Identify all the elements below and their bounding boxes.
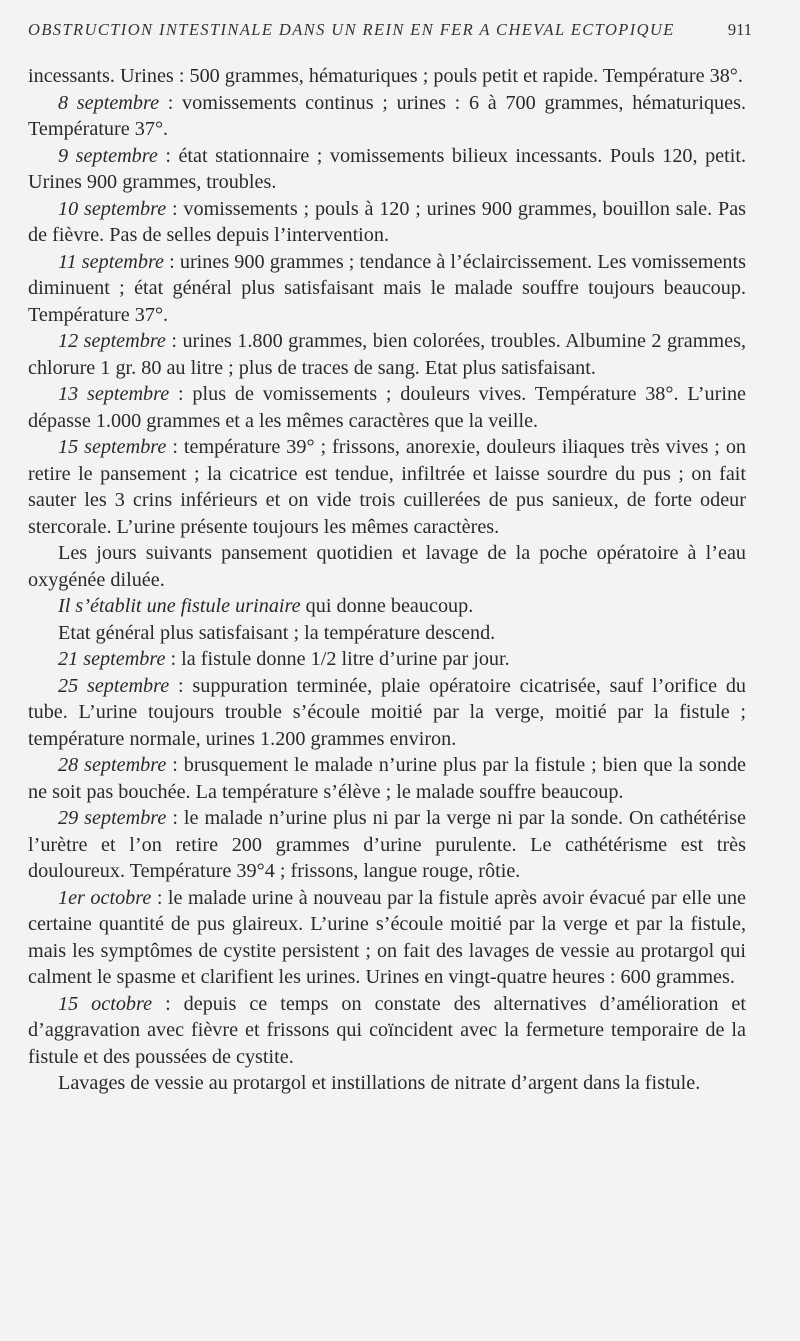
entry-date: 25 septembre <box>58 674 170 697</box>
running-title: OBSTRUCTION INTESTINALE DANS UN REIN EN FER A CHEVAL ECTOPIQUE <box>28 20 675 39</box>
paragraph: 10 septembre : vomissements ; pouls à 120 ; urines 900 grammes, bouillon sale. Pas de fièvre. Pas de selles depuis l’intervention. <box>28 197 747 246</box>
paragraph: Etat général plus satisfaisant ; la température descend. <box>58 621 496 644</box>
paragraph: incessants. Urines : 500 grammes, hématuriques ; pouls petit et rapide. Température 38°. <box>28 65 743 87</box>
paragraph: 13 septembre : plus de vomissements ; douleurs vives. Température 38°. L’urine dépasse 1.000 grammes et a les mêmes caractères que la veille. <box>28 383 746 432</box>
entry-date: 12 septembre <box>58 330 166 352</box>
italic-lead: Il s’établit une fistule urinaire <box>58 595 301 617</box>
entry-date: 15 septembre <box>58 436 167 458</box>
body-text <box>28 63 746 1097</box>
paragraph: 12 septembre : urines 1.800 grammes, bien colorées, troubles. Albumine 2 grammes, chlorure 1 gr. 80 au litre ; plus de traces de sang. Etat plus satisfaisant. <box>28 330 746 379</box>
entry-date: 11 septembre <box>58 250 165 273</box>
entry-date: 15 octobre <box>58 992 153 1015</box>
paragraph: 11 septembre : urines 900 grammes ; tendance à l’éclaircissement. Les vomissements diminuent ; état général plus satisfaisant mais le malade souffre toujours beaucoup. Température 37°. <box>28 250 746 326</box>
entry-date: 1er octobre <box>58 886 152 909</box>
entry-date: 29 septembre <box>58 807 167 829</box>
page-number: 911 <box>727 20 752 39</box>
entry-date: 21 septembre <box>58 648 166 670</box>
paragraph: 25 septembre : suppuration terminée, plaie opératoire cicatrisée, sauf l’orifice du tube. L’urine toujours trouble s’écoule moitié par la verge, moitié par la fistule ; température normale, urines 1.200 grammes environ. <box>28 674 747 750</box>
entry-date: 28 septembre <box>58 754 167 776</box>
entry-date: 13 septembre <box>58 383 170 405</box>
paragraph: Il s’établit une fistule urinaire qui donne beaucoup. <box>58 595 474 617</box>
paragraph: Les jours suivants pansement quotidien et lavage de la poche opératoire à l’eau oxygénée diluée. <box>28 542 746 591</box>
paragraph: 8 septembre : vomissements continus ; urines : 6 à 700 grammes, hématuriques. Température 37°. <box>28 91 746 140</box>
entry-date: 9 septembre <box>58 144 158 167</box>
paragraph: 28 septembre : brusquement le malade n’urine plus par la fistule ; bien que la sonde ne soit pas bouchée. La température s’élève ; le malade souffre beaucoup. <box>28 754 746 803</box>
entry-date: 8 septembre <box>58 91 160 114</box>
running-header <box>28 20 752 44</box>
paragraph: 15 octobre : depuis ce temps on constate des alternatives d’amélioration et d’aggravation avec fièvre et frissons qui coïncident avec la fermeture temporaire de la fistule et des poussées de cystite. <box>28 992 746 1068</box>
paragraph: 1er octobre : le malade urine à nouveau par la fistule après avoir évacué par elle une certaine quantité de pus glaireux. L’urine s’écoule moitié par la verge et par la fistule, mais les symptômes de cystite persistent ; on fait des lavages de vessie au protargol qui calment le spasme et clarifient les urines. Urines en vingt-quatre heures : 600 grammes. <box>28 886 746 988</box>
paragraph: 29 septembre : le malade n’urine plus ni par la verge ni par la sonde. On cathétérise l’urètre et l’on retire 200 grammes d’urine purulente. Le cathétérisme est très douloureux. Température 39°4 ; frissons, langue rouge, rôtie. <box>28 807 746 882</box>
paragraph: Lavages de vessie au protargol et instillations de nitrate d’argent dans la fistule. <box>58 1072 701 1094</box>
entry-date: 10 septembre <box>58 197 167 220</box>
paragraph: 21 septembre : la fistule donne 1/2 litre d’urine par jour. <box>58 648 510 670</box>
paragraph: 15 septembre : température 39° ; frissons, anorexie, douleurs iliaques très vives ; on retire le pansement ; la cicatrice est tendue, infiltrée et laisse sourdre du pus ; on fait sauter les 3 crins inférieurs et on vide trois cuillerées de pus sanieux, de forte odeur stercorale. L’urine présente toujours les mêmes caractères. <box>28 436 747 538</box>
paragraph: 9 septembre : état stationnaire ; vomissements bilieux incessants. Pouls 120, petit. Urines 900 grammes, troubles. <box>28 144 746 193</box>
